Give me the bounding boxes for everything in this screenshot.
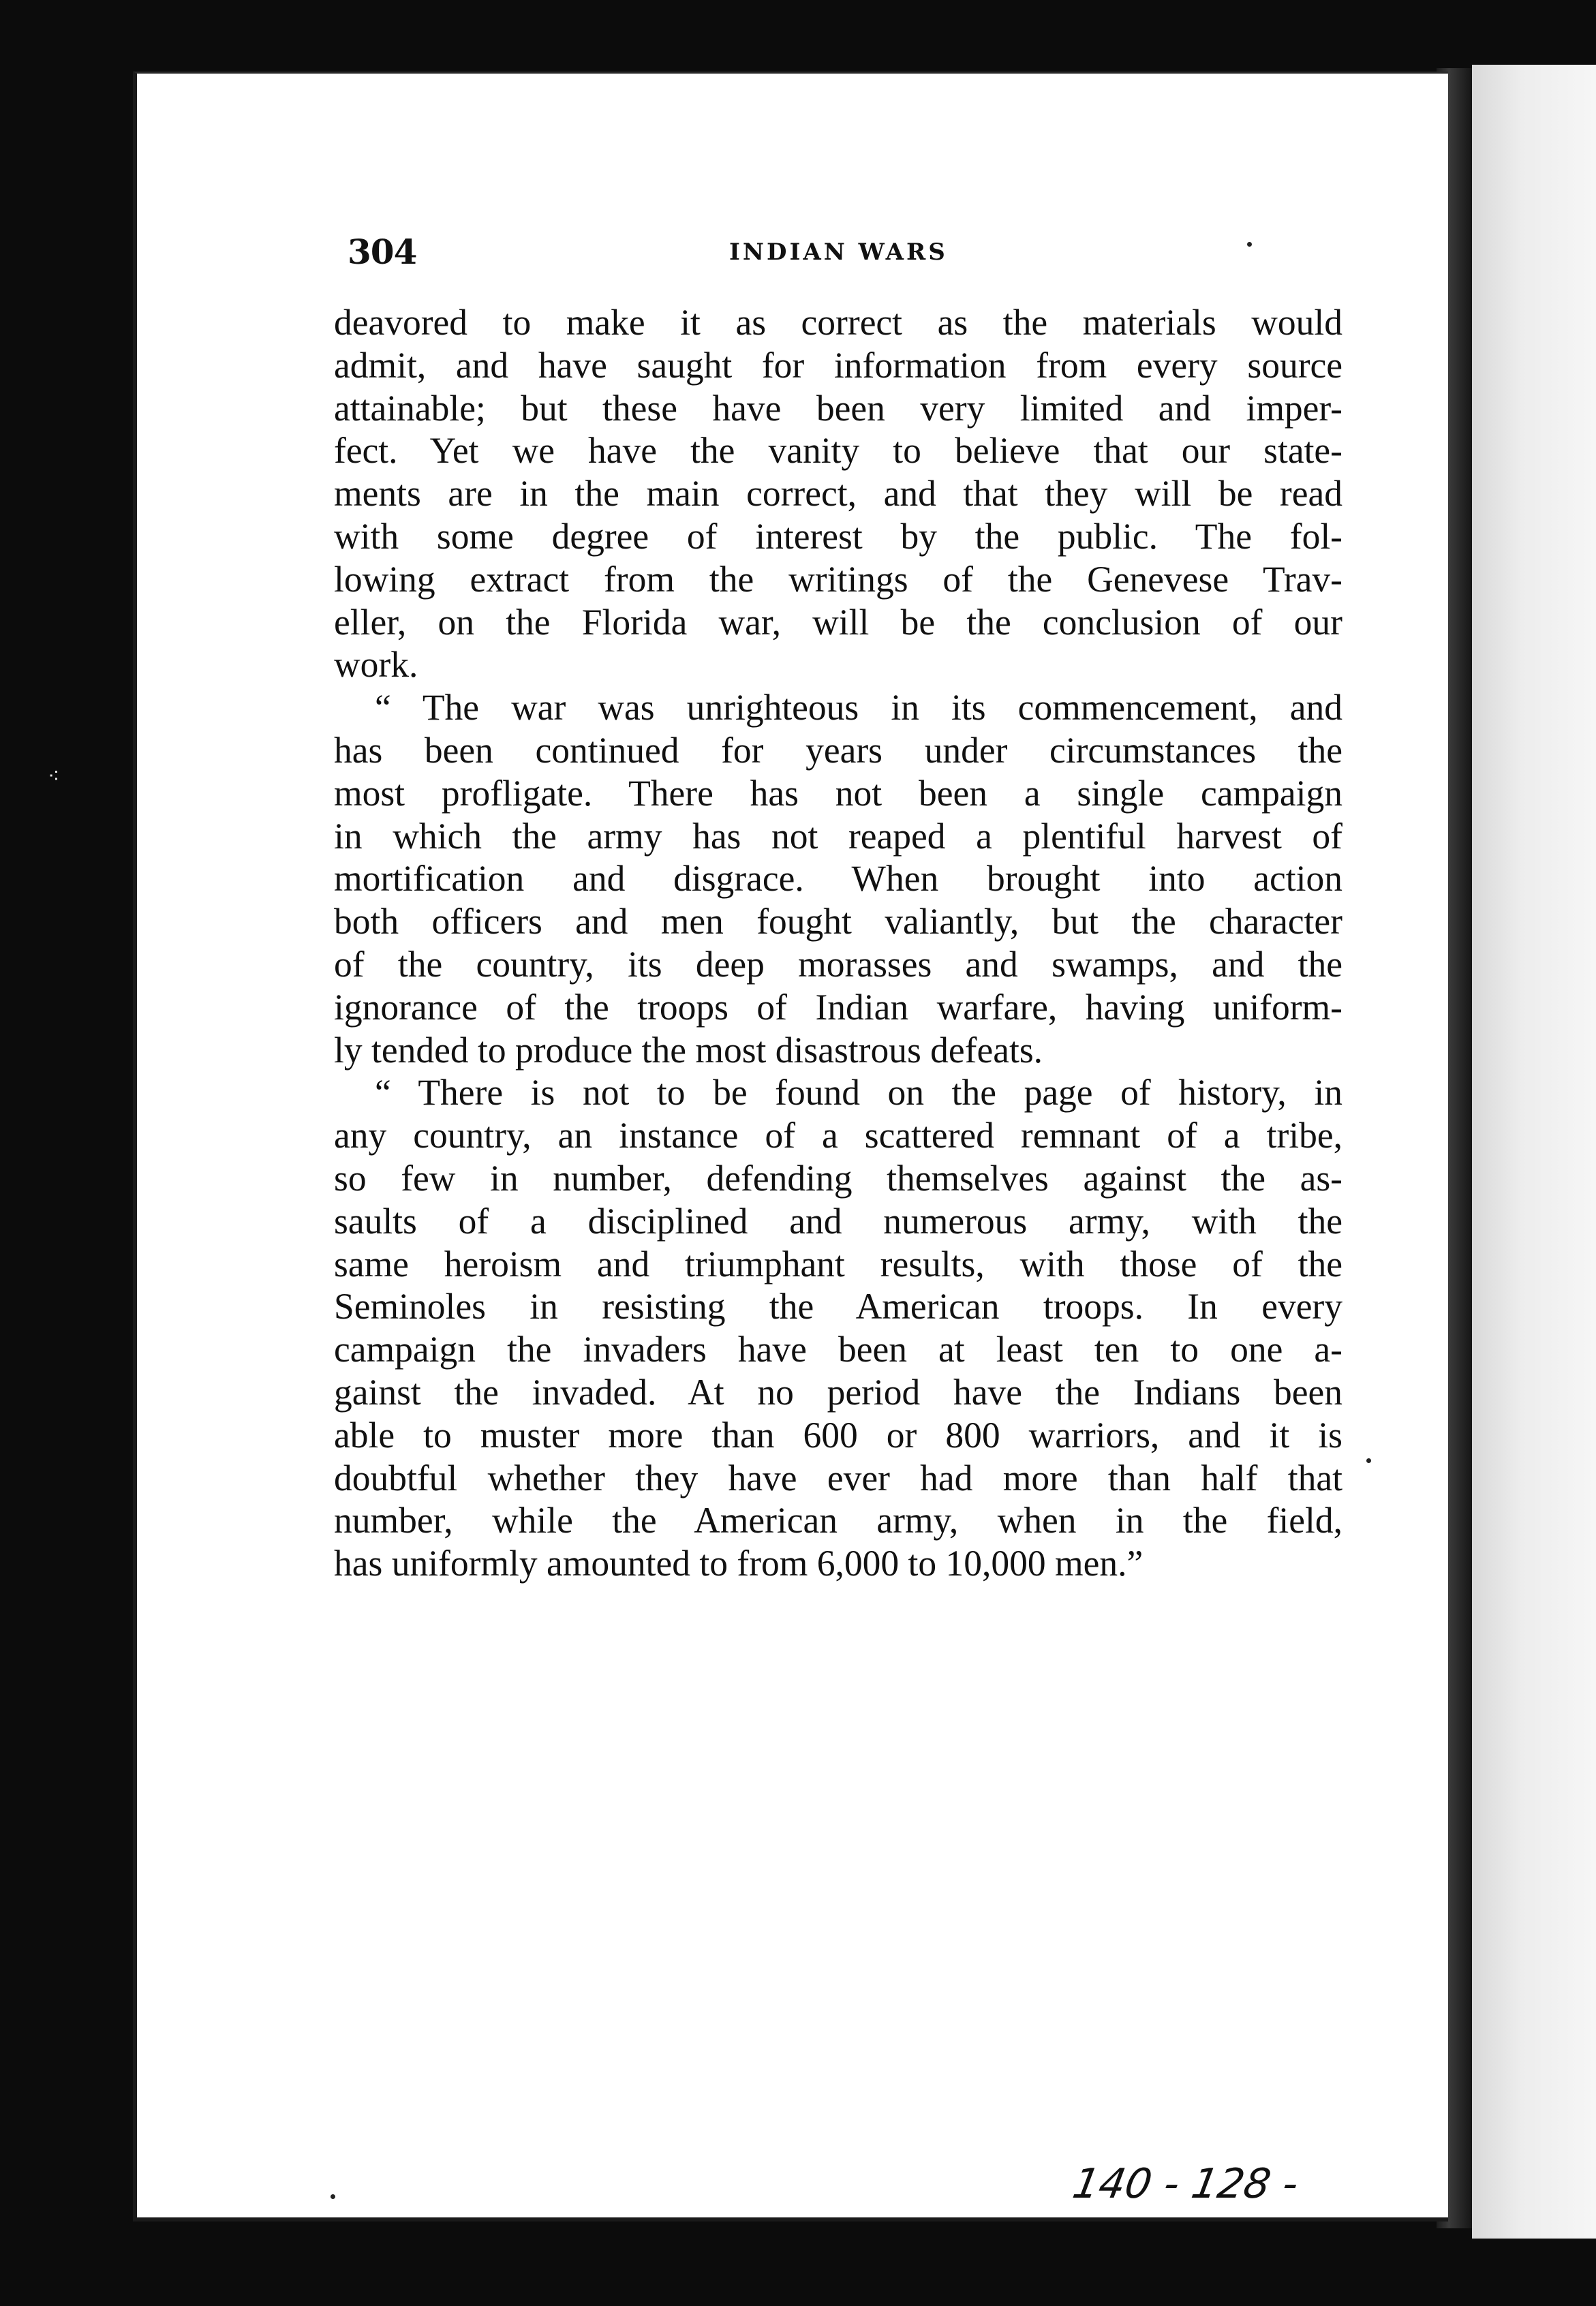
page-header [348, 228, 1346, 276]
text-line: doubtful whether they have ever had more than half that [334, 1457, 1342, 1498]
ink-speck [1366, 1458, 1371, 1463]
running-head: INDIAN WARS [729, 239, 948, 266]
body-text [334, 301, 1342, 1585]
text-line: ments are in the main correct, and that they will be read [334, 473, 1342, 514]
next-page-edge [1472, 65, 1596, 2239]
text-line: number, while the American army, when in the field, [334, 1500, 1342, 1541]
text-line: has been continued for years under circumstances the [334, 729, 1342, 771]
text-line: work. [334, 644, 418, 686]
text-line: mortification and disgrace. When brought into action [334, 858, 1342, 900]
text-line: fect. Yet we have the vanity to believe that our state- [334, 430, 1342, 472]
text-line: campaign the invaders have been at least ten to one a- [334, 1329, 1342, 1370]
text-line: any country, an instance of a scattered remnant of a tribe, [334, 1115, 1342, 1156]
text-line: “ There is not to be found on the page of history, in [375, 1072, 1342, 1113]
text-line: attainable; but these have been very limited and imper- [334, 387, 1342, 429]
ink-speck [331, 2194, 335, 2199]
text-line: so few in number, defending themselves against the as- [334, 1157, 1342, 1199]
ink-speck [1247, 242, 1252, 247]
text-line: lowing extract from the writings of the Genevese Trav- [334, 558, 1342, 600]
scan-speck: ⁖ [48, 765, 60, 788]
text-line: deavored to make it as correct as the materials would [334, 302, 1342, 343]
text-line: both officers and men fought valiantly, but the character [334, 901, 1342, 942]
text-line: ly tended to produce the most disastrous defeats. [334, 1029, 1043, 1071]
text-line: same heroism and triumphant results, with those of the [334, 1243, 1342, 1285]
text-line: eller, on the Florida war, will be the conclusion of our [334, 601, 1342, 643]
text-line: with some degree of interest by the public. The fol- [334, 515, 1342, 557]
text-line: in which the army has not reaped a plentiful harvest of [334, 815, 1342, 857]
text-line: of the country, its deep morasses and swamps, and the [334, 943, 1342, 985]
text-line: Seminoles in resisting the American troops. In every [334, 1286, 1342, 1327]
text-line: gainst the invaded. At no period have the Indians been [334, 1371, 1342, 1413]
page-number: 304 [348, 232, 417, 272]
text-line: “ The war was unrighteous in its commencement, and [375, 687, 1342, 728]
text-line: ignorance of the troops of Indian warfare, having uniform- [334, 986, 1342, 1028]
text-line: has uniformly amounted to from 6,000 to 10,000 men.” [334, 1543, 1144, 1584]
text-line: most profligate. There has not been a single campaign [334, 772, 1342, 814]
text-line: able to muster more than 600 or 800 warriors, and it is [334, 1414, 1342, 1456]
text-line: saults of a disciplined and numerous army, with the [334, 1200, 1342, 1242]
handwritten-note: 140 - 128 - [1069, 2160, 1302, 2208]
text-line: admit, and have saught for information from every source [334, 344, 1342, 386]
